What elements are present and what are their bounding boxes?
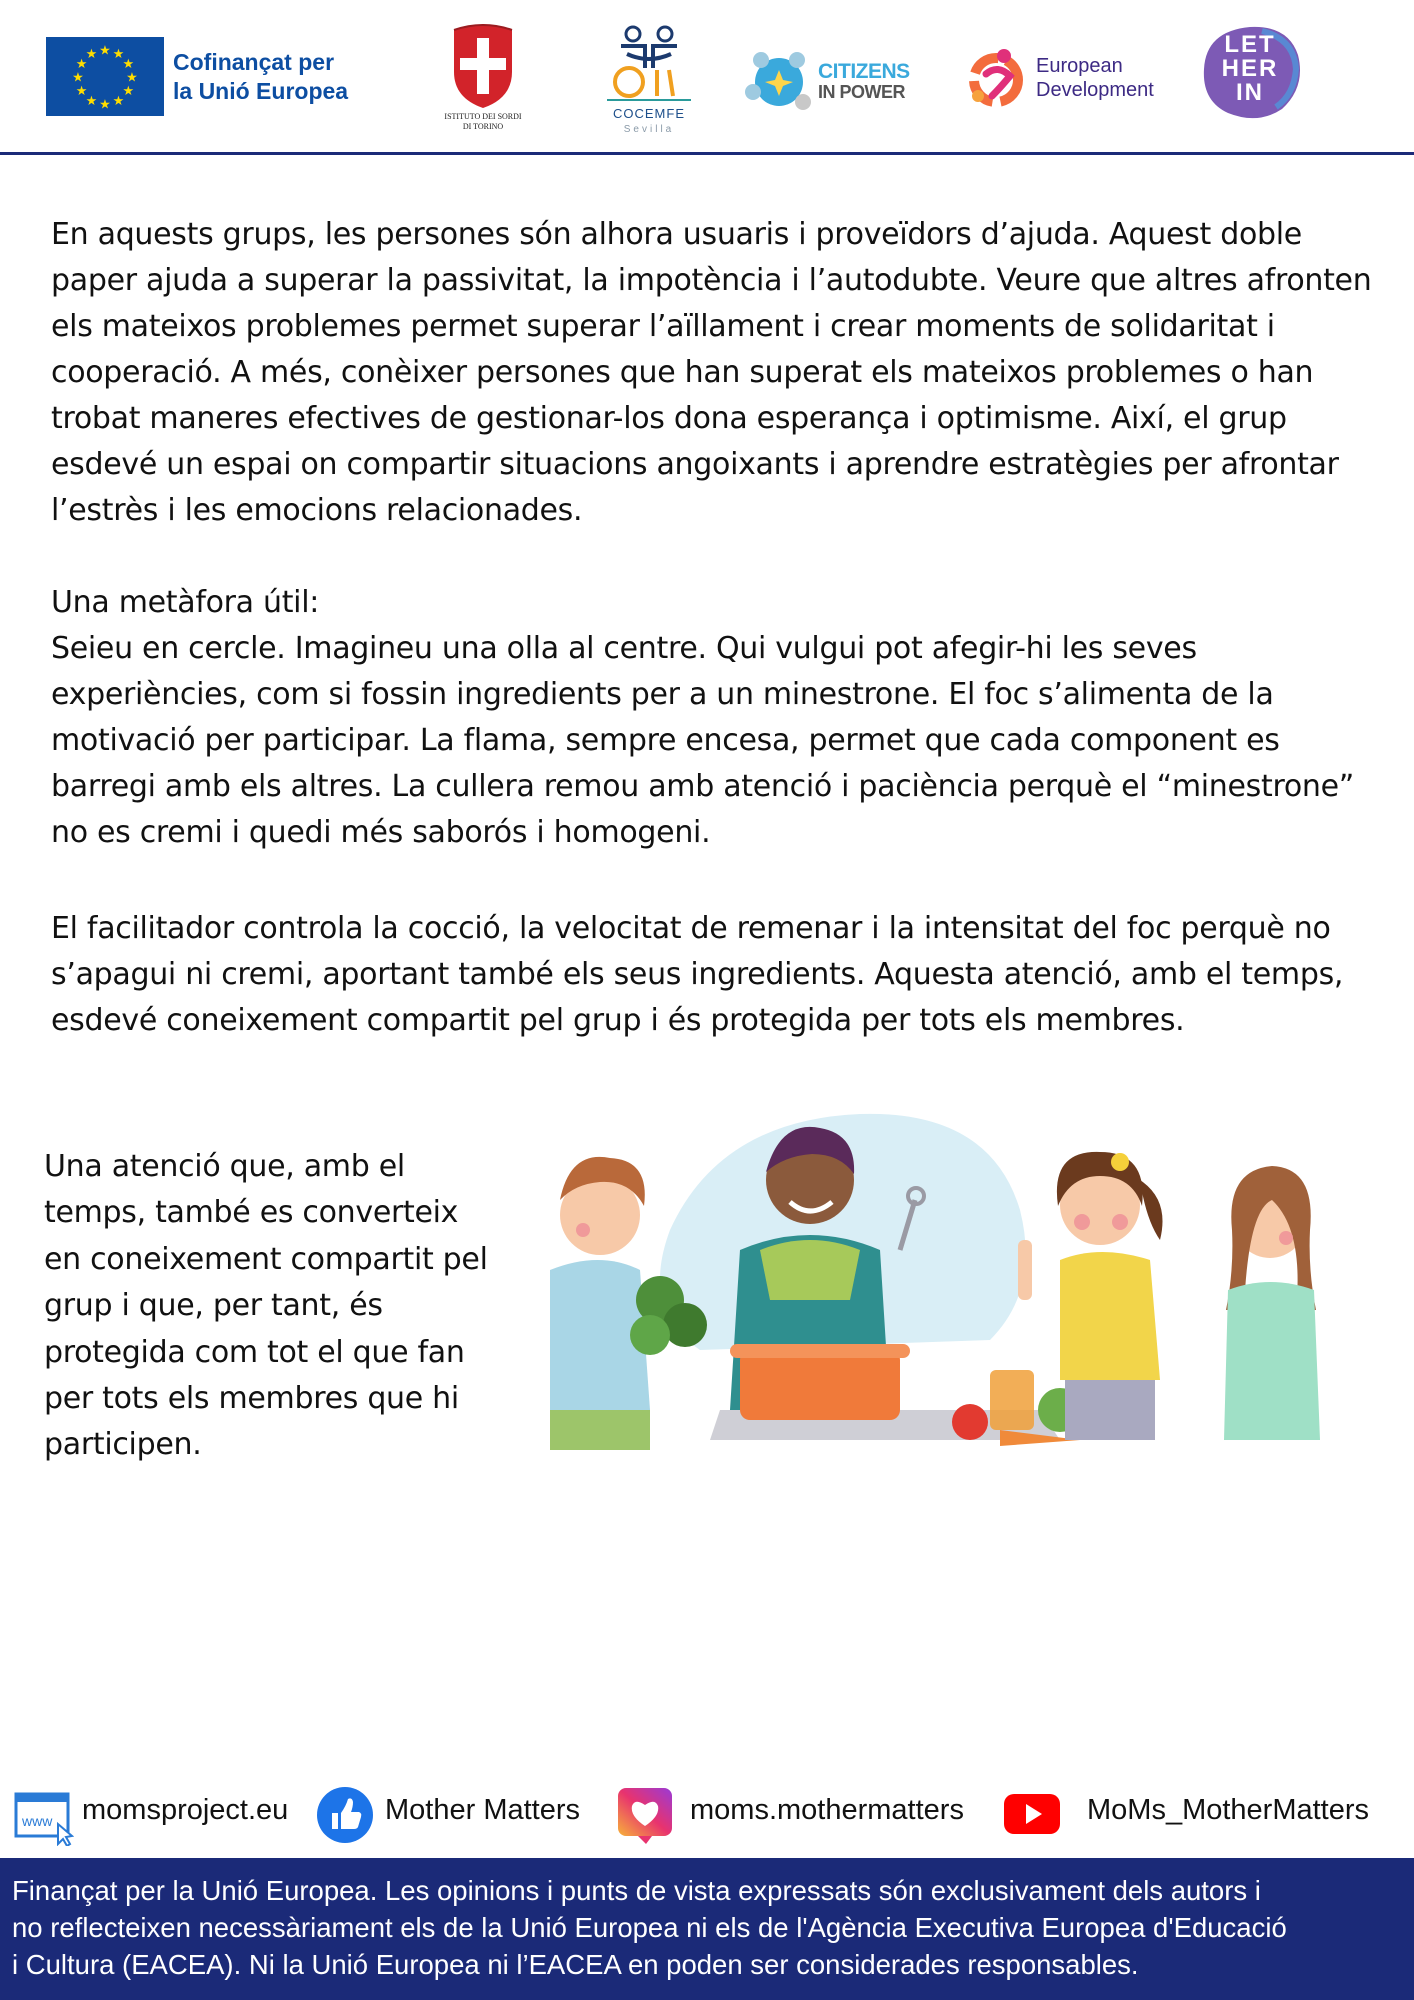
cocemfe-people-icon xyxy=(607,24,691,104)
svg-text:www: www xyxy=(22,1813,53,1829)
social-links-bar xyxy=(0,1786,1414,1846)
partner-logos-header xyxy=(0,0,1414,154)
metaphor-paragraph: Seieu en cercle. Imagineu una olla al centre. Qui vulgui pot afegir-hi les seves experiències, com si fossin ingredients per a un minestrone. El foc s’alimenta de la motivació per participar. La flama, sempre encesa, permet que cada component es barregi amb els altres. La cullera remou amb atenció i paciència perquè el “minestrone” no es cremi i quedi més saborós i homogeni. xyxy=(51,631,1354,850)
eu-star-icon: ★ xyxy=(72,70,84,86)
eu-star-icon: ★ xyxy=(75,57,88,72)
european-development-label: European Development xyxy=(1036,55,1154,101)
eu-star-icon: ★ xyxy=(122,84,135,99)
instagram-heart-icon xyxy=(616,1786,676,1848)
torino-logo-caption: ISTITUTO DEI SORDI DI TORINO xyxy=(444,112,522,131)
cooking-group-illustration xyxy=(520,1110,1340,1470)
citizens-in-power-logo xyxy=(743,46,921,116)
citizens-label: CITIZENS xyxy=(818,60,910,83)
facilitator-paragraph: El facilitador controla la cocció, la velocitat de remenar i la intensitat del foc perquè no s’apagui ni cremi, aportant també els seus ingredients. Aquesta atenció, amb el temps, esdevé coneixement compartit pel grup i és protegida per tots els membres. xyxy=(51,911,1344,1038)
european-development-icon xyxy=(964,44,1028,114)
youtube-link[interactable]: MoMs_MotherMatters xyxy=(1087,1794,1370,1826)
metaphor-heading: Una metàfora útil: xyxy=(51,585,320,620)
eu-flag-icon xyxy=(46,37,164,116)
eu-star-icon: ★ xyxy=(126,70,138,86)
eu-star-icon: ★ xyxy=(112,47,125,63)
intro-paragraph: En aquests grups, les persones són alhora usuaris i proveïdors d’ajuda. Aquest doble paper ajuda a superar la passivitat, la impotència i l’autodubte. Veure que altres afronten els mateixos problemes permet superar l’aïllament i crear moments de solidaritat i cooperació. A més, conèixer persones que han superat els mateixos problemes o han trobat maneres efectives de gestionar-los dona esperança i optimisme. Així, el grup esdevé un espai on compartir situacions angoixants i aprendre estratègies per afrontar l’estrès i les emocions relacionades. xyxy=(51,217,1372,528)
youtube-icon xyxy=(1002,1792,1062,1840)
eu-funding-disclaimer xyxy=(0,1858,1414,2000)
people-cooking-minestrone-image xyxy=(520,1110,1340,1470)
disclaimer-text: Finançat per la Unió Europea. Les opinions i punts de vista expressats són exclusivament dels autors i no reflecteixen necessàriament els de la Unió Europea ni els de l'Agència Executiva Europea d'Educació i Cultura (EACEA). Ni la Unió Europea ni l’EACEA en poden ser considerades responsables. xyxy=(12,1875,1287,1980)
eu-star-icon: ★ xyxy=(99,43,111,59)
shared-knowledge-text: Una atenció que, amb el temps, també es converteix en coneixement compartit pel grup i que, per tant, és protegida com tot el que fan per tots els membres que hi participen. xyxy=(44,1149,488,1463)
header-divider xyxy=(0,152,1414,155)
eu-star-icon: ★ xyxy=(75,84,88,99)
let-her-in-logo xyxy=(1202,25,1302,121)
citizens-in-power-icon xyxy=(743,46,815,116)
cocemfe-sevilla-logo xyxy=(593,24,705,140)
website-link[interactable]: momsproject.eu xyxy=(82,1794,289,1826)
instagram-link[interactable]: moms.mothermatters xyxy=(690,1794,964,1826)
cocemfe-name: COCEMFE xyxy=(613,106,685,121)
in-power-label: IN POWER xyxy=(818,82,906,102)
let-her-in-label: LET HER IN xyxy=(1221,31,1279,106)
torino-shield-icon xyxy=(450,24,516,110)
european-development-logo xyxy=(964,44,1184,114)
cocemfe-city: Sevilla xyxy=(623,124,675,135)
facebook-like-icon xyxy=(316,1786,374,1848)
eu-cofunding-label: Cofinançat per la Unió Europea xyxy=(173,49,349,104)
istituto-sordi-torino-logo xyxy=(438,24,528,136)
eu-star-icon: ★ xyxy=(85,93,98,109)
www-icon xyxy=(14,1790,74,1850)
eu-star-icon: ★ xyxy=(112,93,125,109)
eu-star-icon: ★ xyxy=(85,47,98,63)
facebook-link[interactable]: Mother Matters xyxy=(385,1794,580,1826)
eu-star-icon: ★ xyxy=(99,97,111,113)
eu-star-icon: ★ xyxy=(122,57,135,72)
